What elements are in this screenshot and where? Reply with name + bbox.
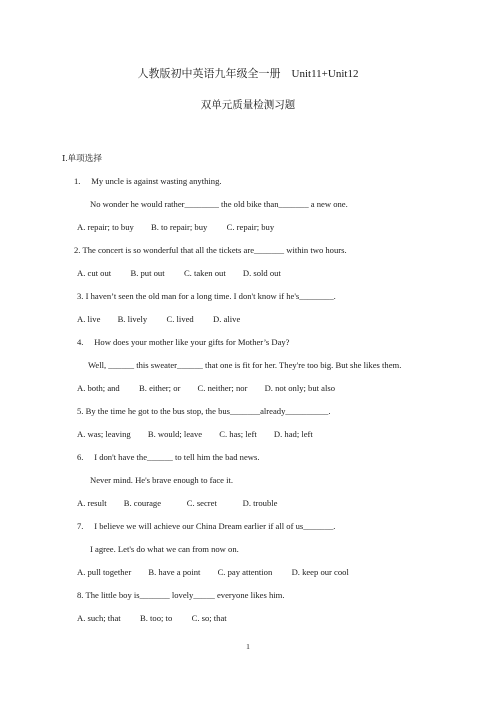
question-6-response: Never mind. He's brave enough to face it. [90,475,234,485]
section-heading: Ⅰ.单项选择 [62,153,102,163]
question-2-stem: 2. The concert is so wonderful that all the tickets are_______ within two hours. [74,245,347,255]
question-5-stem: 5. By the time he got to the bus stop, the bus_______already__________. [77,406,331,416]
question-5-options: A. was; leaving B. would; leave C. has; left D. had; left [77,429,313,439]
question-6-stem: 6. I don't have the______ to tell him the bad news. [77,452,260,462]
question-7-options: A. pull together B. have a point C. pay attention D. keep our cool [77,567,349,577]
page-number: 1 [246,642,250,651]
question-3-options: A. live B. lively C. lived D. alive [77,314,241,324]
question-4-options: A. both; and B. either; or C. neither; nor D. not only; but also [77,383,336,393]
question-4-stem: 4. How does your mother like your gifts for Mother’s Day? [77,337,290,347]
question-6-options: A. result B. courage C. secret D. trouble [77,498,278,508]
question-8-stem: 8. The little boy is_______ lovely_____ everyone likes him. [77,590,285,600]
question-8-options: A. such; that B. too; to C. so; that [77,613,227,623]
question-7-stem: 7. I believe we will achieve our China Dream earlier if all of us_______. [77,521,336,531]
question-1-response: No wonder he would rather________ the old bike than_______ a new one. [90,199,348,209]
question-1-options: A. repair; to buy B. to repair; buy C. repair; buy [77,222,275,232]
question-3-stem: 3. I haven’t seen the old man for a long time. I don't know if he's________. [77,291,336,301]
document-title: 人教版初中英语九年级全一册 Unit11+Unit12 [137,68,359,80]
question-1-stem: 1. My uncle is against wasting anything. [74,176,222,186]
question-7-response: I agree. Let's do what we can from now on. [90,544,239,554]
question-4-response: Well, ______ this sweater______ that one is fit for her. They're too big. But she likes them. [88,360,402,370]
document-subtitle: 双单元质量检测习题 [200,100,296,111]
question-2-options: A. cut out B. put out C. taken out D. sold out [77,268,281,278]
